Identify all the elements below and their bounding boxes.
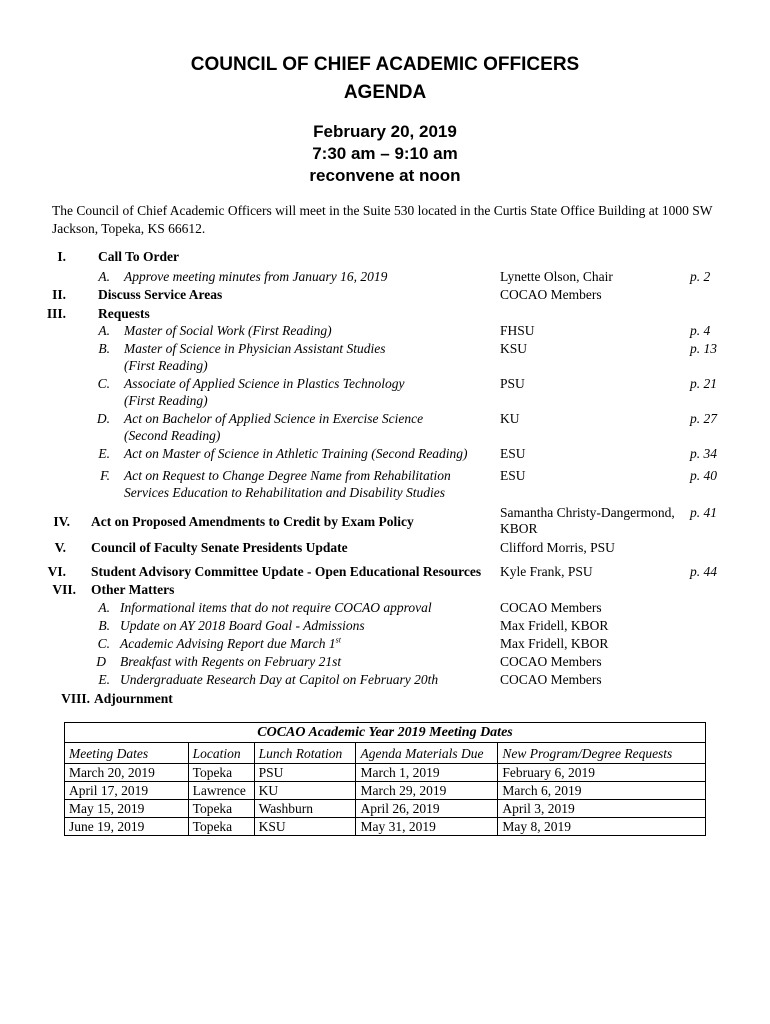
item-presenter: PSU xyxy=(500,376,525,391)
section-presenter-continued: KBOR xyxy=(500,521,538,536)
table-cell: March 20, 2019 xyxy=(65,764,189,782)
item-page: p. 13 xyxy=(690,341,717,356)
table-cell: March 29, 2019 xyxy=(356,782,498,800)
table-caption-row xyxy=(65,723,706,743)
item-letter: C. xyxy=(97,376,110,391)
item-presenter: Max Fridell, KBOR xyxy=(500,636,609,651)
table-cell: Washburn xyxy=(254,800,356,818)
item-page: p. 4 xyxy=(690,323,711,338)
item-text-continued: (First Reading) xyxy=(124,393,208,408)
table-row xyxy=(65,800,706,818)
item-letter: C. xyxy=(97,636,110,651)
item-presenter: COCAO Members xyxy=(500,672,602,687)
item-letter: B. xyxy=(98,341,110,356)
item-presenter: Max Fridell, KBOR xyxy=(500,618,609,633)
table-cell: May 15, 2019 xyxy=(65,800,189,818)
section-presenter: Clifford Morris, PSU xyxy=(500,540,615,555)
item-text: Master of Social Work (First Reading) xyxy=(124,323,332,338)
item-text-main: Academic Advising Report due March 1 xyxy=(120,636,336,651)
item-page: p. 27 xyxy=(690,411,717,426)
section-number: I. xyxy=(57,249,66,264)
table-row xyxy=(65,818,706,836)
column-header: New Program/Degree Requests xyxy=(498,743,706,764)
section-title: Other Matters xyxy=(91,582,175,597)
item-letter: A. xyxy=(98,269,110,284)
meeting-time: 7:30 am – 9:10 am xyxy=(312,144,458,163)
section-title: Adjournment xyxy=(94,691,173,706)
table-cell: March 6, 2019 xyxy=(498,782,706,800)
item-presenter: ESU xyxy=(500,446,526,461)
ordinal-suffix: st xyxy=(335,635,341,645)
meeting-dates-table xyxy=(64,722,706,836)
item-text: Act on Bachelor of Applied Science in Exercise Science xyxy=(124,411,424,426)
section-presenter: COCAO Members xyxy=(500,287,602,302)
item-presenter: FHSU xyxy=(500,323,535,338)
section-number: VIII. xyxy=(61,691,90,706)
item-letter: A. xyxy=(98,323,110,338)
section-number: V. xyxy=(54,540,66,555)
item-page: p. 21 xyxy=(690,376,717,391)
item-letter: E. xyxy=(98,446,110,461)
item-letter: B. xyxy=(98,618,110,633)
section-number: IV. xyxy=(53,514,70,529)
item-page: p. 40 xyxy=(690,468,717,483)
table-cell: April 3, 2019 xyxy=(498,800,706,818)
section-presenter: Samantha Christy-Dangermond, xyxy=(500,505,675,520)
item-presenter: ESU xyxy=(500,468,526,483)
item-text: Master of Science in Physician Assistant Studies xyxy=(124,341,386,356)
intro-paragraph: The Council of Chief Academic Officers will meet in the Suite 530 located in the Curtis State Office Building at 1000 SW Jackson, Topeka, KS 66612. xyxy=(52,203,713,236)
item-text: Update on AY 2018 Board Goal - Admissions xyxy=(120,618,365,633)
item-letter: D. xyxy=(96,411,110,426)
column-header: Location xyxy=(188,743,254,764)
item-text: Act on Master of Science in Athletic Training (Second Reading) xyxy=(124,446,468,461)
section-title: Act on Proposed Amendments to Credit by Exam Policy xyxy=(91,514,414,529)
item-presenter: KU xyxy=(500,411,520,426)
column-header: Lunch Rotation xyxy=(254,743,356,764)
item-text: Breakfast with Regents on February 21st xyxy=(120,654,342,669)
item-letter: D xyxy=(96,654,106,669)
document-subtitle: AGENDA xyxy=(343,82,427,103)
table-cell: KU xyxy=(254,782,356,800)
item-text: Undergraduate Research Day at Capitol on February 20th xyxy=(120,672,439,687)
table-cell: April 26, 2019 xyxy=(356,800,498,818)
section-title: Student Advisory Committee Update - Open Educational Resources xyxy=(91,564,482,579)
reconvene-note: reconvene at noon xyxy=(309,166,461,185)
item-letter: F. xyxy=(100,468,110,483)
column-header: Agenda Materials Due xyxy=(356,743,498,764)
item-page: p. 2 xyxy=(690,269,711,284)
item-text xyxy=(120,635,341,652)
section-page: p. 41 xyxy=(690,505,717,520)
item-letter: E. xyxy=(98,672,110,687)
item-letter: A. xyxy=(98,600,110,615)
item-presenter: Lynette Olson, Chair xyxy=(500,269,613,284)
item-presenter: KSU xyxy=(500,341,528,356)
section-presenter: Kyle Frank, PSU xyxy=(500,564,593,579)
section-number: VII. xyxy=(52,582,76,597)
item-presenter: COCAO Members xyxy=(500,654,602,669)
table-cell: March 1, 2019 xyxy=(356,764,498,782)
table-cell: Lawrence xyxy=(188,782,254,800)
section-title: Discuss Service Areas xyxy=(98,287,223,302)
section-number: III. xyxy=(46,306,66,321)
item-text: Informational items that do not require COCAO approval xyxy=(120,600,432,615)
table-row xyxy=(65,782,706,800)
item-text-continued: (Second Reading) xyxy=(124,428,221,443)
table-cell: KSU xyxy=(254,818,356,836)
table-header-row xyxy=(65,743,706,764)
table-cell: May 31, 2019 xyxy=(356,818,498,836)
item-text: Associate of Applied Science in Plastics Technology xyxy=(124,376,405,391)
table-caption: COCAO Academic Year 2019 Meeting Dates xyxy=(65,723,706,743)
item-presenter: COCAO Members xyxy=(500,600,602,615)
column-header: Meeting Dates xyxy=(65,743,189,764)
item-text-continued: Services Education to Rehabilitation and Disability Studies xyxy=(124,485,445,500)
section-title: Requests xyxy=(98,306,150,321)
document-title: COUNCIL OF CHIEF ACADEMIC OFFICERS xyxy=(190,54,580,75)
section-title: Call To Order xyxy=(98,249,180,264)
table-cell: June 19, 2019 xyxy=(65,818,189,836)
meeting-date: February 20, 2019 xyxy=(313,122,457,141)
section-page: p. 44 xyxy=(690,564,717,579)
table-cell: Topeka xyxy=(188,764,254,782)
table-cell: Topeka xyxy=(188,818,254,836)
section-title: Council of Faculty Senate Presidents Update xyxy=(91,540,348,555)
table-cell: May 8, 2019 xyxy=(498,818,706,836)
section-number: II. xyxy=(52,287,66,302)
table-cell: Topeka xyxy=(188,800,254,818)
item-text-continued: (First Reading) xyxy=(124,358,208,373)
item-text: Approve meeting minutes from January 16, 2019 xyxy=(124,269,388,284)
item-page: p. 34 xyxy=(690,446,717,461)
item-text: Act on Request to Change Degree Name from Rehabilitation xyxy=(124,468,451,483)
table-cell: April 17, 2019 xyxy=(65,782,189,800)
table-row xyxy=(65,764,706,782)
table-cell: February 6, 2019 xyxy=(498,764,706,782)
table-cell: PSU xyxy=(254,764,356,782)
section-number: VI. xyxy=(47,564,66,579)
